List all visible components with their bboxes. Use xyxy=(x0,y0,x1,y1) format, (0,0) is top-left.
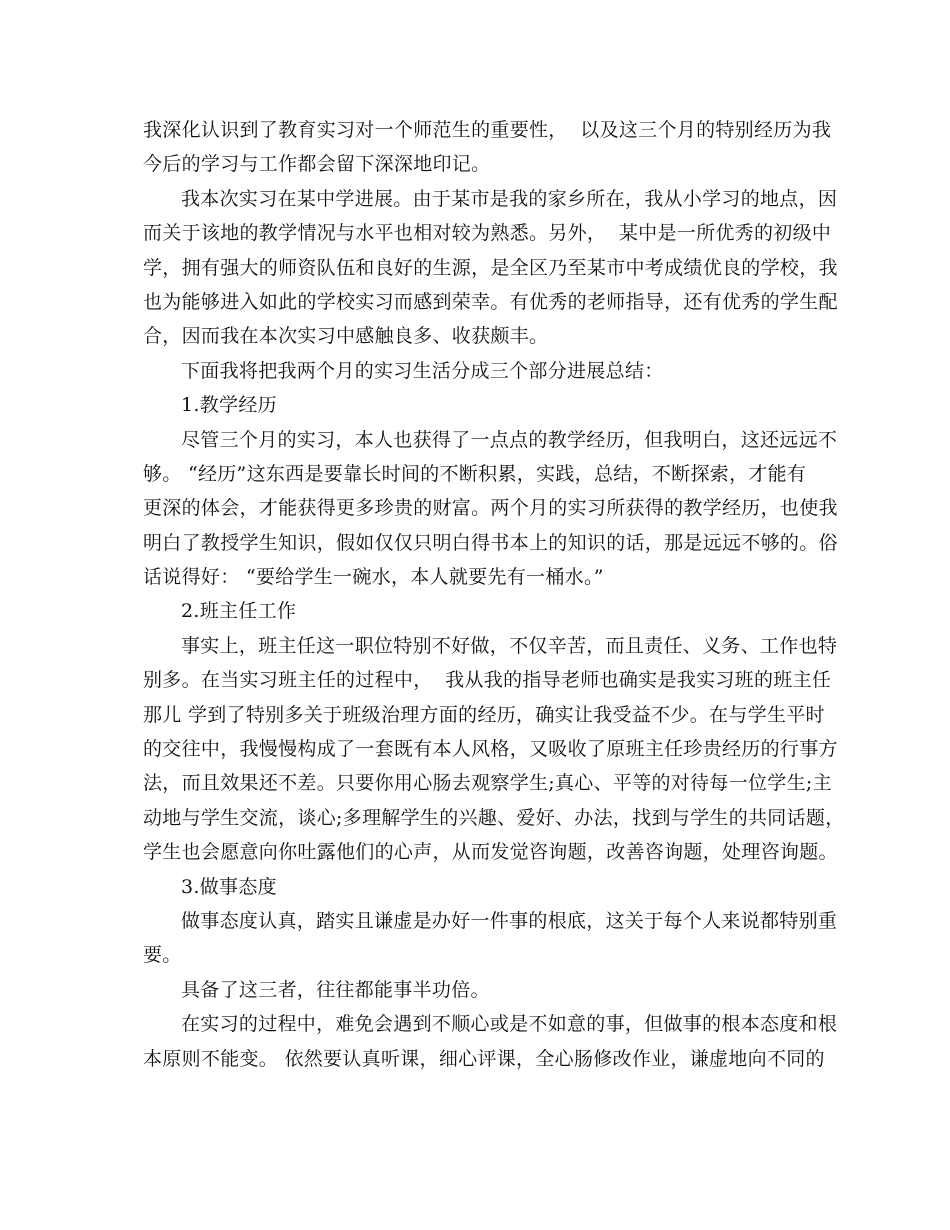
text-line: 动地与学生交流，谈心;多理解学生的兴趣、爱好、办法，找到与学生的共同话题， xyxy=(143,806,845,829)
text-line: 学，拥有强大的师资队伍和良好的生源，是全区乃至某市中考成绩优良的学校，我 xyxy=(143,256,838,279)
text-line: 别多。在当实习班主任的过程中， 我从我的指导老师也确实是我实习班的班主任 xyxy=(143,669,832,692)
text-line: 而关于该地的教学情况与水平也相对较为熟悉。另外， 某中是一所优秀的初级中 xyxy=(143,222,832,245)
text-line: 下面我将把我两个月的实习生活分成三个部分进展总结： xyxy=(181,359,664,382)
text-line: 明白了教授学生知识，假如仅仅只明白得书本上的知识的话，那是远远不够的。俗 xyxy=(143,531,838,554)
text-line: 今后的学习与工作都会留下深深地印记。 xyxy=(143,153,491,176)
text-line: 事实上，班主任这一职位特别不好做，不仅辛苦，而且责任、义务、工作也特 xyxy=(181,634,838,657)
text-line: 那儿 学到了特别多关于班级治理方面的经历，确实让我受益不少。在与学生平时 xyxy=(143,703,825,726)
text-line: 具备了这三者，往往都能事半功倍。 xyxy=(181,978,490,1001)
text-line: 我深化认识到了教育实习对一个师范生的重要性， 以及这三个月的特别经历为我 xyxy=(143,119,832,141)
text-line: 话说得好： “要给学生一碗水，本人就要先有一桶水。” xyxy=(143,566,604,589)
text-line: 法，而且效果还不差。只要你用心肠去观察学生;真心、平等的对待每一位学生;主 xyxy=(143,772,832,795)
text-line: 2.班主任工作 xyxy=(181,600,297,623)
text-line: 也为能够进入如此的学校实习而感到荣幸。有优秀的老师指导，还有优秀的学生配 xyxy=(143,290,838,313)
text-line: 在实习的过程中，难免会遇到不顺心或是不如意的事，但做事的根本态度和根 xyxy=(181,1013,838,1036)
text-line: 本原则不能变。 依然要认真听课，细心评课，全心肠修改作业，谦虚地向不同的 xyxy=(143,1047,825,1070)
text-line: 更深的体会，才能获得更多珍贵的财富。两个月的实习所获得的教学经历，也使我 xyxy=(143,497,838,520)
text-line: 我本次实习在某中学进展。由于某市是我的家乡所在，我从小学习的地点，因 xyxy=(181,187,838,210)
text-line: 的交往中，我慢慢构成了一套既有本人风格，又吸收了原班主任珍贵经历的行事方 xyxy=(143,738,838,761)
text-line: 学生也会愿意向你吐露他们的心声，从而发觉咨询题，改善咨询题，处理咨询题。 xyxy=(143,841,838,864)
text-line: 够。 “经历”这东西是要靠长时间的不断积累，实践，总结，不断探索，才能有 xyxy=(143,462,807,485)
text-line: 要。 xyxy=(143,944,182,967)
text-line: 尽管三个月的实习，本人也获得了一点点的教学经历，但我明白，这还远远不 xyxy=(181,428,838,451)
text-line: 1.教学经历 xyxy=(181,394,277,417)
text-line: 做事态度认真，踏实且谦虚是办好一件事的根底，这关于每个人来说都特别重 xyxy=(181,909,838,932)
document-body xyxy=(143,113,845,1076)
text-line: 3.做事态度 xyxy=(181,875,277,898)
text-line: 合，因而我在本次实习中感触良多、收获颇丰。 xyxy=(143,325,549,348)
